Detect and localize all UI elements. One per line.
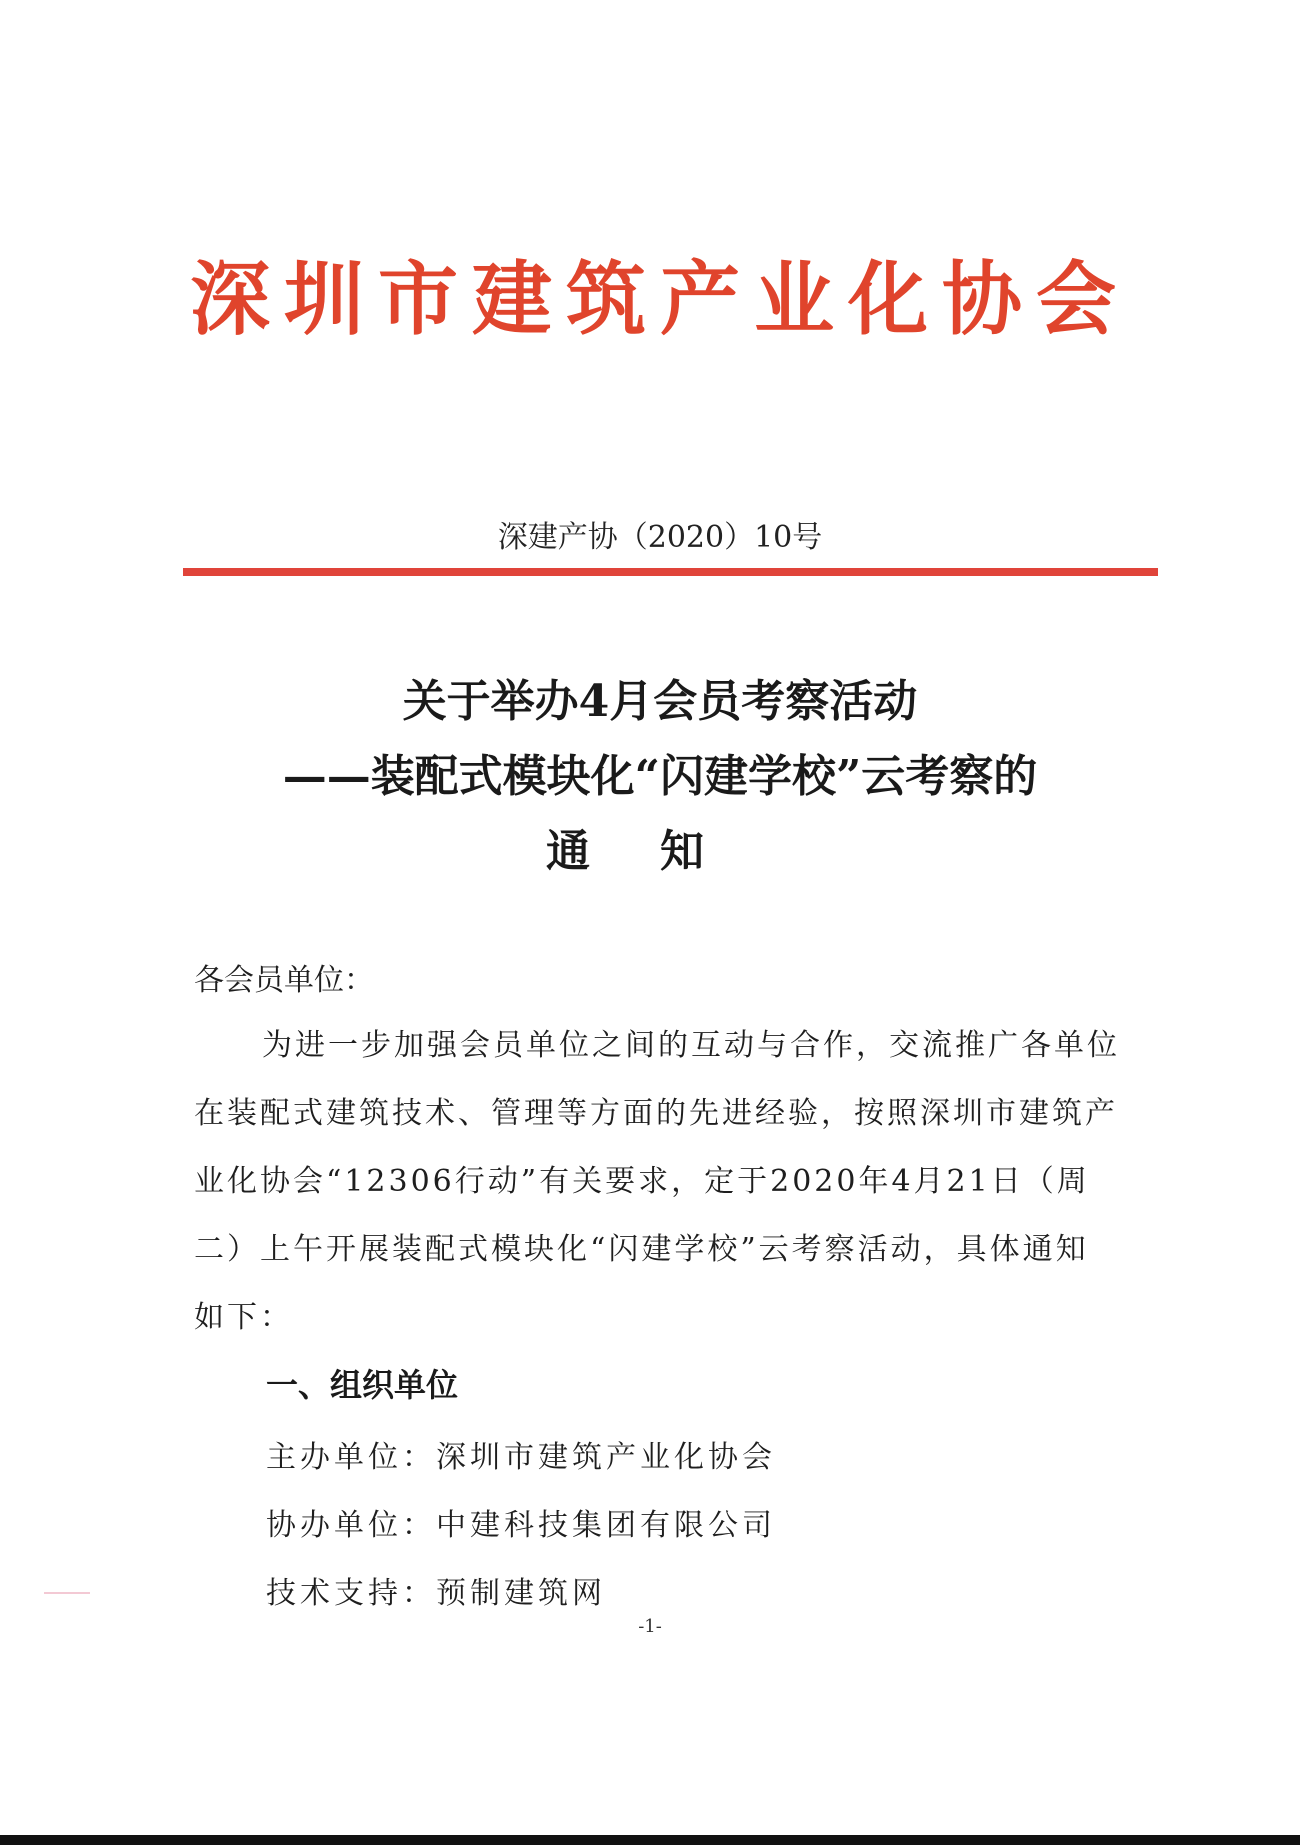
red-divider-rule [183, 568, 1158, 576]
title-line-2: ——装配式模块化“闪建学校”云考察的 [282, 751, 1038, 802]
paragraph-line: 为进一步加强会员单位之间的互动与合作，交流推广各单位 [262, 1028, 1120, 1063]
paragraph-line: 二）上午开展装配式模块化“闪建学校”云考察活动，具体通知 [194, 1232, 1089, 1267]
organizer-co-host-line: 协办单位：中建科技集团有限公司 [266, 1508, 776, 1543]
paragraph-line: 如下： [194, 1300, 293, 1335]
paragraph-line: 在装配式建筑技术、管理等方面的先进经验，按照深圳市建筑产 [194, 1096, 1118, 1131]
scan-margin-mark [44, 1592, 90, 1594]
title-line-3: 通知 [546, 826, 774, 877]
document-number: 深建产协（2020）10号 [497, 520, 823, 555]
scan-bottom-edge [0, 1835, 1300, 1845]
salutation: 各会员单位： [194, 963, 374, 998]
organizer-host-line: 主办单位：深圳市建筑产业化协会 [266, 1440, 776, 1475]
organizer-tech-support-line: 技术支持：预制建筑网 [266, 1576, 606, 1611]
page-number: -1- [638, 1616, 662, 1637]
paragraph-line: 业化协会“12306行动”有关要求，定于2020年4月21日（周 [194, 1164, 1090, 1199]
organization-name-header: 深圳市建筑产业化协会 [190, 252, 1130, 346]
section-heading-organizers: 一、组织单位 [266, 1366, 459, 1404]
title-line-1: 关于举办4月会员考察活动 [402, 676, 918, 727]
